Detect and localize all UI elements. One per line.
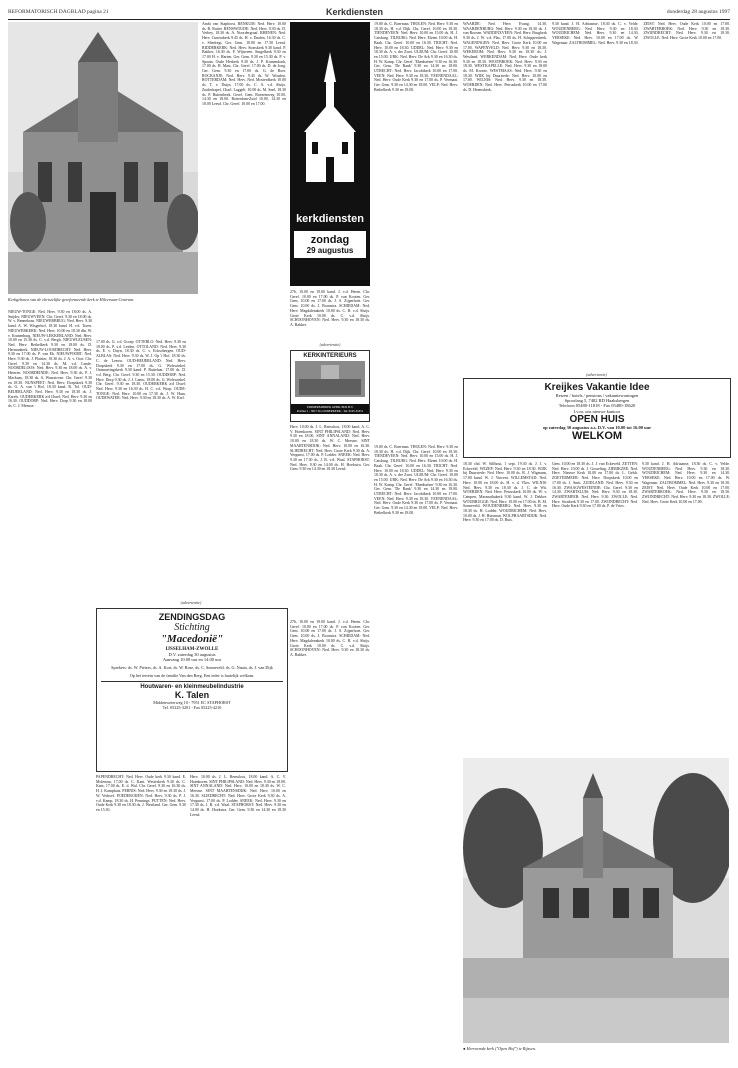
zendingsdag-time: Aanvang 10.00 uur en 14.00 uur [162,657,222,662]
kreijkes-sub3: Telefoon 05480-11818 - Fax 05480-18620 [558,403,636,408]
column-text: WAARDE: Ned. Herv. Evang. 14.30. WAARDENBURG: Ned. Herv. 9.30 en 18.30 ds. J. van Roosen. WADDINXVEEN: Ned. Herv. Brugkerk 9.30 ds. J. W. v.d. Plas, 17.00 ds. H. Schippersbeek. WAGENINGEN: Ned. Herv. Grote Kerk 10.00 en 17.00. WAPENVELD: Ned. Herv. 9.30 en 18.30. WEKEROM: Ned. Herv. 9.30 en 18.30 ds. J. Westland. WERKENDAM: Ned. Herv. Oude kerk 9.30 en 18.30. WESTBROEK: Ned. Herv. 9.30 en 18.30. WESTKAPELLE: Ned. Herv. 9.30 en 18.00 ds. M. Kroeze. WESTMAAS: Ned. Herv. 9.30 en 18.30. WIJK bij Duurstede: Ned. Herv. 10.00 en 17.00. WILNIS: Ned. Herv. 9.30 en 18.30. WOERDEN: Ned. Herv. Petruskerk 10.00 en 17.00 ds. D. Heemskerk. [463,22,547,92]
page-date: donderdag 28 augustus 1997 [666,9,730,15]
column-3-bottom [190,775,286,1060]
column-text: 19.00 ds. C. Boerman. THOLEN: Ned. Herv. 9.30 en 18.30 ds. H. v.d. Dijk. Chr. Geref. 10.00 en 18.30. TIENDEVEEN: Ned. Herv. 10.00 en 15.00 ds. H. J. Catsburg. TILBURG: Ned. Herv. Elzent 10.00 ds. H. Baak. Chr. Geref. 10.00 en 16.30. TRICHT: Ned. Herv. 10.00 en 18.30. UDDEL: Ned. Herv. 9.30 en 18.30 ds. A. v. der Zwet. ULRUM: Chr. Geref. 10.00 en 15.00. URK: Ned. Herv. De Ark 9.30 en 16.30 ds. H. W. Kamp. Chr. Geref. 'Ebenhaëzer' 9.30 en 16.30. Ger. Gem. 'De Rank' 9.30 en 14.30 en 18.00. UTRECHT: Ned. Herv. Jacobikerk 10.00 en 17.00. VEEN: Ned. Herv. 9.30 en 18.30. VEENENDAAL: Ned. Herv. Oude Kerk 9.30 en 17.00 ds. P. Vermaat. Ger. Gem. 9.30 en 14.30 en 18.00. VELP: Ned. Herv. Bethelkerk 9.30 en 18.00. [374,22,458,92]
zendingsdag-speakers: Sprekers: ds. W. Pieters, ds. A. Kort, ds. W. Rose, ds. C. Sonneveld, ds. G. Nauta, ds. J. van Dijk [111,665,273,670]
church-photo-image [8,22,198,294]
column-3-mid [290,425,370,615]
column-1-top [202,22,286,340]
kerkinterieurs-company: TIMMERFABRIEK GEBR. BOS B.V. [306,405,354,409]
column-text: Herv. 10.00 ds. J. L. Renssloot, 18.00 kand. A. C. V. Hoenkoren. SINT PHILIPSLAND: Ned. Herv. 9.30 en 18.00. SINT ANNALAND: Ned. Herv. 10.00 en 18.30 ds. W. C. Meeuse. SINT MAARTENSDIJK: Ned. Herv. 10.00 en 16.30. SLIEDRECHT: Ned. Herv. Grote Kerk 9.30 ds. A. Vergunst, 17.00 ds. P. Lodder. SNEEK: Ned. Herv. 9.30 en 17.30 ds. J. B. v.d. Waal. STAPHORST: Ned. Herv. 9.30 en 14.00 ds. H. Hoekstra. Ger. Gem. 9.30 en 14.30 en 18.30 Leesd. [290,425,370,472]
kerkinterieurs-footer [291,404,369,414]
church-photo-caption: Kerkgebouw van de christelijke gereformeerde kerk te Hilversum-Centrum. [8,297,135,302]
zendingsdag-name: "Macedonië" [160,633,224,645]
kreijkes-ad [463,378,731,458]
kreijkes-sub2: Spoorlaag 5, 7482 RD Haaksbergen [564,398,630,403]
column-5-mid [374,445,458,1060]
column-text: 9.30 kand. J. H. Adriaanse, 18.30 ds. C. v. Velde. WOUDENBERG: Ned. Herv. 9.30 en 18.30. WOUDRICHEM: Ned. Herv. 9.30 en 14.30. YERSEKE: Ned. Herv. 10.00 en 17.00 ds. W. Wagenaar. ZALTBOMMEL: Ned. Herv. 9.30 en 18.30. ZEIST: Ned. Herv. Oude Kerk 10.00 en 17.00. ZWARTEBROEK: Ned. Herv. 9.30 en 18.30. ZWIJNDRECHT: Ned. Herv. 9.30 en 18.30. ZWOLLE: Ned. Herv. Grote Kerk 10.00 en 17.00. [642,462,730,504]
column-6-top [552,22,730,370]
column-2 [96,340,186,595]
column-5-top [463,22,547,370]
advertisement-label: (advertentie) [586,372,607,377]
column-text: 17.00 ds. G. v.d. Groep. OTTERLO: Ned. Herv. 9.30 en 18.00 ds. P. v.d. Leiden. OTTOLAND: Ned. Herv. 9.30 ds. E. v. Duyn, 18.30 ds. C. v. Ecksobergen. OUD-ALBLAS: Ned. Herv. 9.30 ds. W. J. Op 't Hof, 18.30 ds. C. de Leeuw. OUD-BEIJERLAND: Ned. Herv. Dorpskerk 9.30 en 17.00 ds. G. Wolswinkel. Ontmoetingskerk 9.30 kand. P. Buitelaar, 17.00 ds. D. v.d. Berg. Chr. Geref. 9.30 en 15.30. OUDDORP: Ned. Herv. Dorp 9.30 ds. J. J. Lamo, 18.00 ds. G. Wolswinkel. Chr. Geref. 9.30 en 18.30. OUDERKERK a/d IJssel: Ned. Herv. 9.30 en 16.30 ds. H. C. v.d. Worp. OUDE-TONGE: Ned. Herv. 10.00 en 17.30 ds. J. W. Haas. OUDEWATER: Ned. Herv. 9.30 en 18.30 ds. A. W. Kiel. [96,340,186,401]
church-interior-image [291,359,369,399]
column-text: 276, 10.00 en 19.00 kand. J. v.d. Heem. Chr. Geref. 10.00 en 17.00 ds. P. van Kooten. Ger. Gem. 10.00 en 17.00 ds. J. S. Zijperhoet. Ger. Gem. 10.00 ds. J. Boonstra. SCHIEDAM: Ned. Herv. Magdalenakerk 10.00 ds. C. B. v.d. Sluijs. Grote Kerk 10.00 ds. C. v.d. Sluijs. SCHOONHOVEN: Ned. Herv. 9.30 en 18.30 ds. A. Bakker. [290,290,370,327]
kreijkes-open-huis: OPEN HUIS [569,414,625,425]
page-header [8,7,730,20]
zendingsdag-info: Op het terrein van de familie Van den Berg. Een ieder is hartelijk welkom. [129,673,255,678]
zendingsdag-ad [96,608,288,772]
zendingsdag-subtitle: Stichting [174,622,210,633]
bottom-photo-caption [463,1046,729,1051]
section-title: Kerkdiensten [326,7,384,17]
column-text: Ambt van Staphorst. RENKUM: Ned. Herv. 10.00 ds. B. Ruiter. RENSWOUDE: Ned. Herv. 9.30 ds. D. Verhey, 18.30 ds. A. Noordergraaf. RHENEN: Ned. Herv. Cunerakerk 9.45 ds. H. v. Daalen, 16.30 ds. C. v. Sliedregt. Ger. Gem. 10.00 en 17.30 Leesd. RIDDERKERK: Ned. Herv. Sionskerk 9.30 kand. P. Bakker, 16.30 ds. F. Wijnveen. Singelkerk 9.30 en 17.00 H. v. Harten. Ger. Gem. 9.30 en 15.30 ds. P. v. Spaain. Oude Herkerk 9.30 ds. J. P. Kranendonk, 17.00 ds. H. Mast. Chr. Geref. 17.00 ds. D. de Jong. Ger. Gem. 9.30 en 17.00 ds. G. de Boer. ROCKANJE: Ned. Herv. 9.45 ds. W. Wouden. ROTTERDAM: Ned. Herv. Ned. Mosterdkerk 10.00 ds. T. v. Duijn, 17.00 ds. C. A. v.d. Sluijs. Zuiderkapel, Charl. Laggelt. 10.00 ds. M. Snel, 18.30 ds. P. Ruitenbeek. Geref. Gem. Boezemweg 10.00, 14.30 en 18.00. Rotterdam-Zuid 10.00, 14.30 en 18.00 Leesd. Chr. Geref. 10.00 en 17.00. [202,22,286,106]
bottom-church-image [463,758,729,1043]
company-name: K. Talen [174,690,210,700]
column-text: 19.00 ds. C. Boerman. THOLEN: Ned. Herv. 9.30 en 18.30 ds. H. v.d. Dijk. Chr. Geref. 10.00 en 18.30. TIENDEVEEN: Ned. Herv. 10.00 en 15.00 ds. H. J. Catsburg. TILBURG: Ned. Herv. Elzent 10.00 ds. H. Baak. Chr. Geref. 10.00 en 16.30. TRICHT: Ned. Herv. 10.00 en 18.30. UDDEL: Ned. Herv. 9.30 en 18.30 ds. A. v. der Zwet. ULRUM: Chr. Geref. 10.00 en 15.00. URK: Ned. Herv. De Ark 9.30 en 16.30 ds. H. W. Kamp. Chr. Geref. 'Ebenhaëzer' 9.30 en 16.30. Ger. Gem. 'De Rank' 9.30 en 14.30 en 18.00. UTRECHT: Ned. Herv. Jacobikerk 10.00 en 17.00. VEEN: Ned. Herv. 9.30 en 18.30. VEENENDAAL: Ned. Herv. Oude Kerk 9.30 en 17.00 ds. P. Vermaat. Ger. Gem. 9.30 en 14.30 en 18.00. VELP: Ned. Herv. Bethelkerk 9.30 en 18.00. [374,445,458,515]
column-6-mid [463,462,547,752]
bottom-church-photo [463,758,729,1043]
company-address: Middenweterweg 10 - 7951 EC STAPHORST [153,700,231,705]
column-7-mid [552,462,638,752]
advertisement-label: (advertentie) [180,600,202,605]
column-text: 9.30 kand. J. H. Adriaanse, 18.30 ds. C. v. Velde. WOUDENBERG: Ned. Herv. 9.30 en 18.30. WOUDRICHEM: Ned. Herv. 9.30 en 14.30. YERSEKE: Ned. Herv. 10.00 en 17.00 ds. W. Wagenaar. ZALTBOMMEL: Ned. Herv. 9.30 en 18.30. ZEIST: Ned. Herv. Oude Kerk 10.00 en 17.00. ZWARTEBROEK: Ned. Herv. 9.30 en 18.30. ZWIJNDRECHT: Ned. Herv. 9.30 en 18.30. ZWOLLE: Ned. Herv. Grote Kerk 10.00 en 17.00. [552,22,730,45]
kerkinterieurs-ad [290,350,370,422]
zendingsdag-place: IJSSELHAM-ZWOLLE [165,647,219,652]
banner-date: 29 augustus [306,246,354,255]
banner-subtitle: zondag [310,234,350,246]
column-1-bottom [8,310,92,1060]
banner-date-box [294,231,366,258]
kreijkes-title: Kreijkes Vakantie Idee [544,382,650,393]
column-2-bottom [96,775,186,1060]
kerkinterieurs-title: KERKINTERIEURS [303,353,357,359]
column-text: 276, 10.00 en 19.00 kand. J. v.d. Heem. Chr. Geref. 10.00 en 17.00 ds. P. van Kooten. Ger. Gem. 10.00 en 17.00 ds. J. S. Zijperhoet. Ger. Gem. 10.00 ds. J. Boonstra. SCHIEDAM: Ned. Herv. Magdalenakerk 10.00 ds. C. B. v.d. Sluijs. Grote Kerk 10.00 ds. C. v.d. Sluijs. SCHOONHOVEN: Ned. Herv. 9.30 en 18.30 ds. A. Bakker. [290,620,370,657]
zendingsdag-date: D.V. zaterdag 30 augustus [168,652,216,657]
kerkinterieurs-contact: Postbus 1 - 3817 ZG OUDERKERK - Tel. 0165-31651 [296,409,364,413]
column-text: 18.30 chd. W. Silfhout, 1 sept. 19.30 ds. J. J. v. Eckeveld. WEZEP: Ned. Herv. 9.30 en 18.30. WIJK bij Duurstede: Ned. Herv. 10.00 ds. R. J. Wigmans, 17.00 kand. W. J. Vincent. WILLEMSTAD: Ned. Herv. 10.00 en 18.00 ds. H. v. d. Vlies. WILNIS: Ned. Herv. 9.30 en 18.30 ds. J. C. de Wit. WOERDEN: Ned. Herv. Petruskerk 10.00 ds. W. v. Campen, Maranathakerk 9.30 kand. W. J. Dekker. WOUBRUGGE: Ned. Herv. 10.00 en 17.00 ds. B. M. Sonneveld. WOUDENBERG: Ned. Herv. 9.30 en 18.30 ds. H. Lodder. WOUDRICHEM: Ned. Herv. 10.00 ds. J. H. Huisman. WOLPHAARTSDIJK: Ned. Herv. 9.30 en 17.00 ds. D. Ruis. [463,462,547,523]
column-4-top [374,22,458,442]
newspaper-page-label: REFORMATORISCH DAGBLAD pagina 21 [8,9,109,15]
kreijkes-welkom: WELKOM [571,430,623,442]
kerkdiensten-banner [290,22,370,286]
bullet-icon: ● [463,1046,467,1051]
kreijkes-open-line: op zaterdag 30 augustus a.s. D.V. van 10.00 tot 16.00 uur [542,425,652,430]
caption-text: Hervormde kerk ("Open Hof") te Rijssen. [466,1046,536,1051]
kreijkes-sub1: Reizen / hotels / pensions / vakantiewoningen [555,393,639,398]
column-text: PAPENDRECHT: Ned. Herv. Oude kerk 9.30 kand. E. Molenaar, 17.00 ds. C. Kant. Westerkerk 9.30 ds. C. Kant, 17.00 ds. E. d. Wal. Chr. Geref. 9.30 en 16.30 ds. H. J. Kamphuis. PERNIS: Ned. Herv. 9.30 en 18.30 ds. J. W. Verhoef. POEDEROIJEN: Ned. Herv. 9.30 ds. P. J. v.d. Kamp, 18.30 ds. H. Pennings. PUTTEN: Ned. Herv. Oude Kerk 9.30 en 18.30 ds. J. Westland. Ger. Gem. 9.30 en 15.30. [96,775,186,812]
zendingsdag-title: ZENDINGSDAG [158,612,226,622]
banner-title: kerkdiensten [296,213,364,225]
company-phone: Tel. 05225-3201 - Fax 05225-4210 [162,705,222,710]
advertisement-label: (advertentie) [319,342,341,347]
column-4-mid [290,620,370,1060]
column-text: Gem. 10.00 en 18.30 ds. J. J. van Eckeveld. ZETTEN: Ned. Herv. 10.00 ds. J. Gosseling. ZIERIKZEE: Ned. Herv. Nieuwe Kerk 10.00 en 17.00 ds. L. Gelsh. ZOETERMEER: Ned. Herv. Dorpskerk 10.00 en 17.00 ds. J. Smit. ZUIDLAND: Ned. Herv. 9.30 en 16.30. ZWAAGWESTEINDE: Chr. Geref. 9.30 en 14.30. ZWARTSLUIS: Ned. Herv. 9.30 en 18.30. ZWARTEMEER: Ned. Herv. 9.30. ZWOLLE: Ned. Herv. Sionkerk 9.30 en 17.00. ZWIJNDRECHT: Ned. Herv. Oude Kerk 9.30 en 17.00 ds. P. de Vries. [552,462,638,509]
column-8-mid [642,462,730,752]
church-silhouette-icon [290,22,370,212]
kreijkes-sub4: I.v.m. ons nieuwe kantoor [573,409,621,414]
column-text: NIEUW-TONGE: Ned. Herv. 9.30 en 18.00 ds. A. Snijder. NIEUWVEEN: Chr. Geref. 9.30 en 18.00 ds. W. v. Bennekom. NIEUWERBRUG: Ned. Herv. 9.30 kand. A. W. Wisgerhof, 18.30 kand. H. v.d. Toren. NIEUWERKERK: Ned. Herv. 10.00 en 18.30 dhr. W. v. Kranenburg. NIEUW-LEKKERLAND: Ned. Herv. 10.00 en 15.30 ds. C. v.d. Bergh. NIEUWLEUSEN: Ned. Herv. Bethelkerk 9.30 en 18.00 ds. D. Hermankerk. NIEUW-LOOSDRECHT: Ned. Herv. 9.30 en 17.00 ds. P. van Ek. NIEUWPOORT: Ned. Herv. 9.30 ds. J. Plaisier, 18.30 ds. J. A. v. Oort. Chr. Geref. 9.30 en 14.30 ds. M. v.d. Lende. NOORDELOOS: Ned. Herv. 9.30 en 18.00 ds. A. v. Heteren. NOORDEINDE: Ned. Herv. 9.30 ds. P. J. Mackaay, 18.30 ds. A. Waarsiceze. Chr. Geref. 9.30 en 18.30. NUNSPEET: Ned. Herv. Dorpskerk 9.30 ds. G. A. van 't Hof, 18.30 kand. B. Tol. OUD-BEIJERLAND: Ned. Herv. 9.30 en 18.30 ds. J. Karels. OUDERKERK a/d IJssel: Ned. Herv. 9.30 en 16.30. OUDDORP: Ned. Herv. Dorp 9.30 en 18.00 ds. C. J. Meeuse. [8,310,92,409]
church-photo [8,22,198,294]
column-3-top [290,290,370,340]
company-title: Houtwaren- en kleinmeubelindustrie [140,684,244,690]
column-text: Herv. 10.00 ds. J. L. Renssloot, 18.00 kand. A. C. V. Hoenkoren. SINT PHILIPSLAND: Ned. Herv. 9.30 en 18.00. SINT ANNALAND: Ned. Herv. 10.00 en 18.30 ds. W. C. Meeuse. SINT MAARTENSDIJK: Ned. Herv. 10.00 en 16.30. SLIEDRECHT: Ned. Herv. Grote Kerk 9.30 ds. A. Vergunst, 17.00 ds. P. Lodder. SNEEK: Ned. Herv. 9.30 en 17.30 ds. J. B. v.d. Waal. STAPHORST: Ned. Herv. 9.30 en 14.00 ds. H. Hoekstra. Ger. Gem. 9.30 en 14.30 en 18.30 Leesd. [190,775,286,817]
company-block [101,681,283,710]
